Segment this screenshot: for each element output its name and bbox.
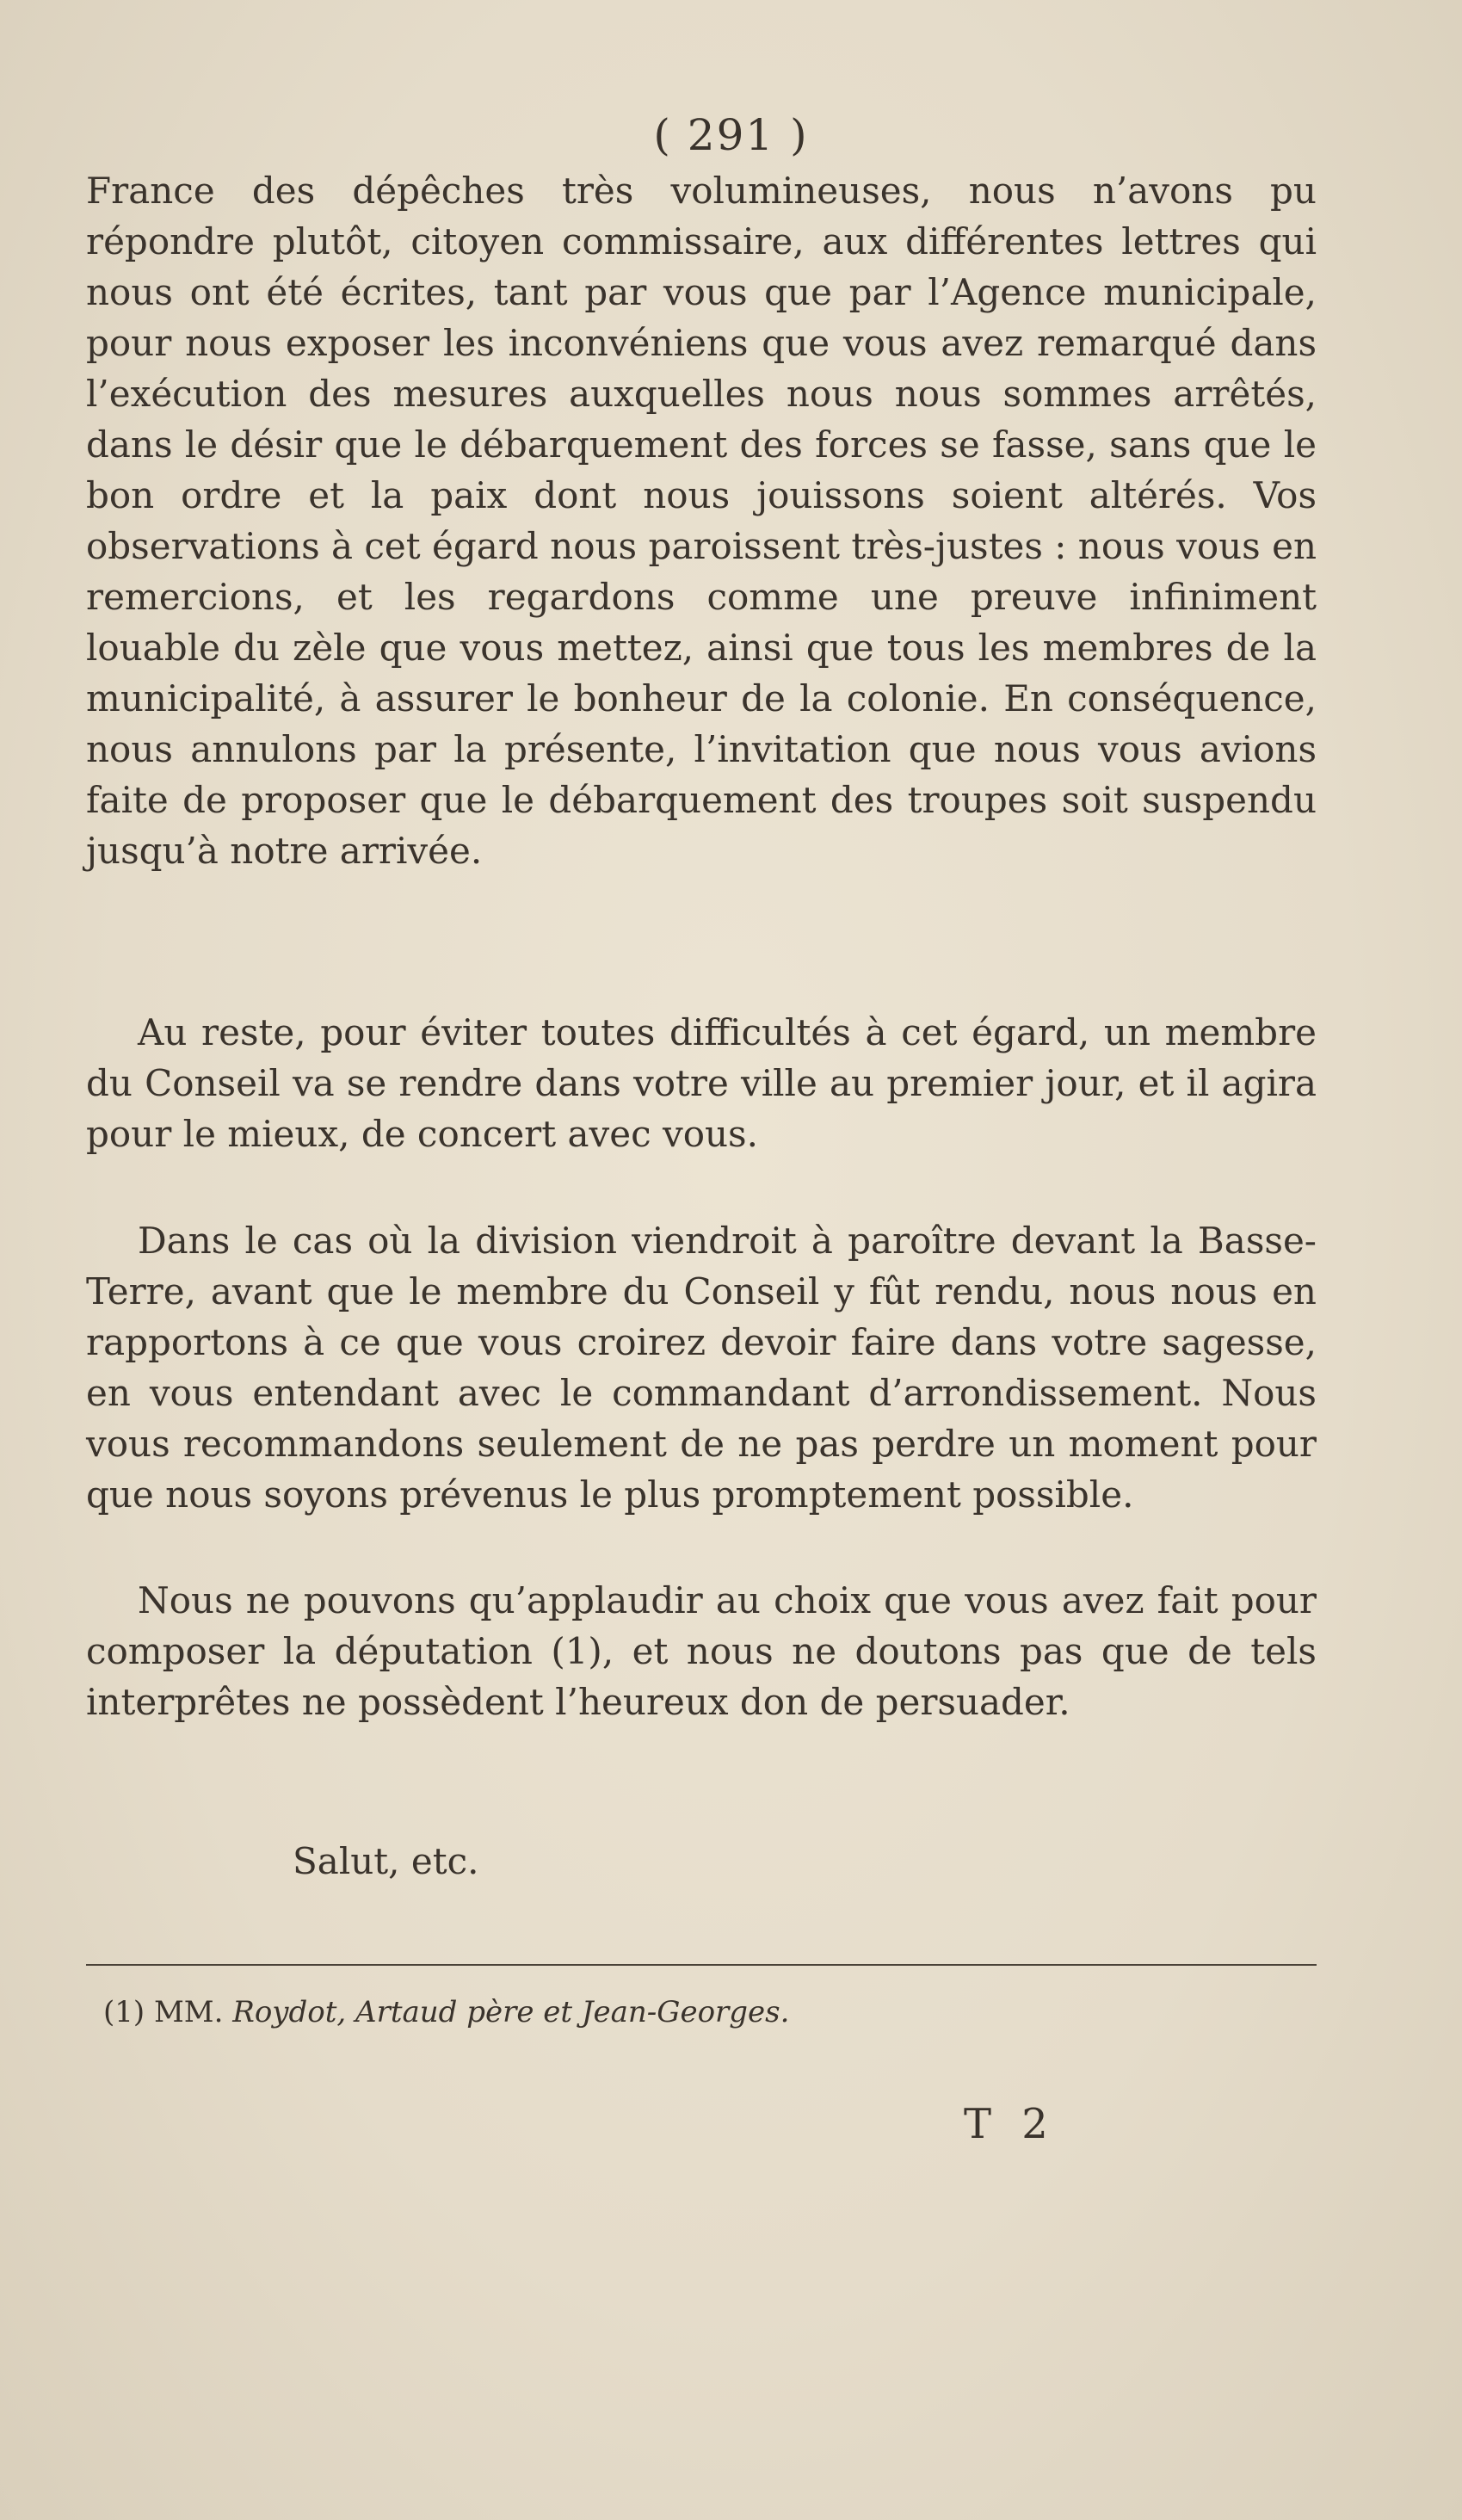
paragraph-1 bbox=[86, 165, 1317, 876]
footnote-marker: (1) MM. bbox=[103, 1995, 224, 2029]
paragraph-4 bbox=[86, 1575, 1317, 1727]
footnote bbox=[103, 1995, 789, 2029]
paragraph-1-text: France des dépêches très volumineuses, nous n’avons pu répondre plutôt, citoyen commissaire, aux différentes lettres qui nous ont été écrites, tant par vous que par l’Agence municipale, pour nous exposer les inconvéniens que vous avez remarqué dans l’exécution des mesures auxquelles nous nous sommes arrêtés, dans le désir que le débarquement des forces se fasse, sans que le bon ordre et la paix dont nous jouissons soient altérés. Vos observations à cet égard nous paroissent très-justes : nous vous en remercions, et les regardons comme une preuve infiniment louable du zèle que vous mettez, ainsi que tous les membres de la municipalité, à assurer le bonheur de la colonie. En conséquence, nous annulons par la présente, l’invitation que nous vous avions faite de proposer que le débarquement des troupes soit suspendu jusqu’à notre arrivée. bbox=[86, 170, 1317, 872]
paragraph-4-text: Nous ne pouvons qu’applaudir au choix que vous avez fait pour composer la députation (1), et nous ne doutons pas que de tels interprêtes ne possèdent l’heureux don de persuader. bbox=[86, 1579, 1317, 1723]
paragraph-3-text: Dans le cas où la division viendroit à paroître devant la Basse-Terre, avant que le membre du Conseil y fût rendu, nous nous en rapportons à ce que vous croirez devoir faire dans votre sagesse, en vous entendant avec le commandant d’arrondissement. Nous vous recommandons seulement de ne pas perdre un moment pour que nous soyons prévenus le plus promptement possible. bbox=[86, 1220, 1317, 1516]
paragraph-3 bbox=[86, 1215, 1317, 1520]
footnote-divider bbox=[86, 1964, 1317, 1966]
paragraph-2 bbox=[86, 1007, 1317, 1159]
page-number: ( 291 ) bbox=[653, 110, 809, 160]
footnote-names: Roydot, Artaud père et Jean-Georges. bbox=[232, 1995, 790, 2029]
closing-salutation: Salut, etc. bbox=[293, 1840, 479, 1882]
signature-mark: T 2 bbox=[964, 2100, 1057, 2148]
paragraph-2-text: Au reste, pour éviter toutes difficultés à cet égard, un membre du Conseil va se rendre dans votre ville au premier jour, et il agira pour le mieux, de concert avec vous. bbox=[86, 1011, 1317, 1155]
